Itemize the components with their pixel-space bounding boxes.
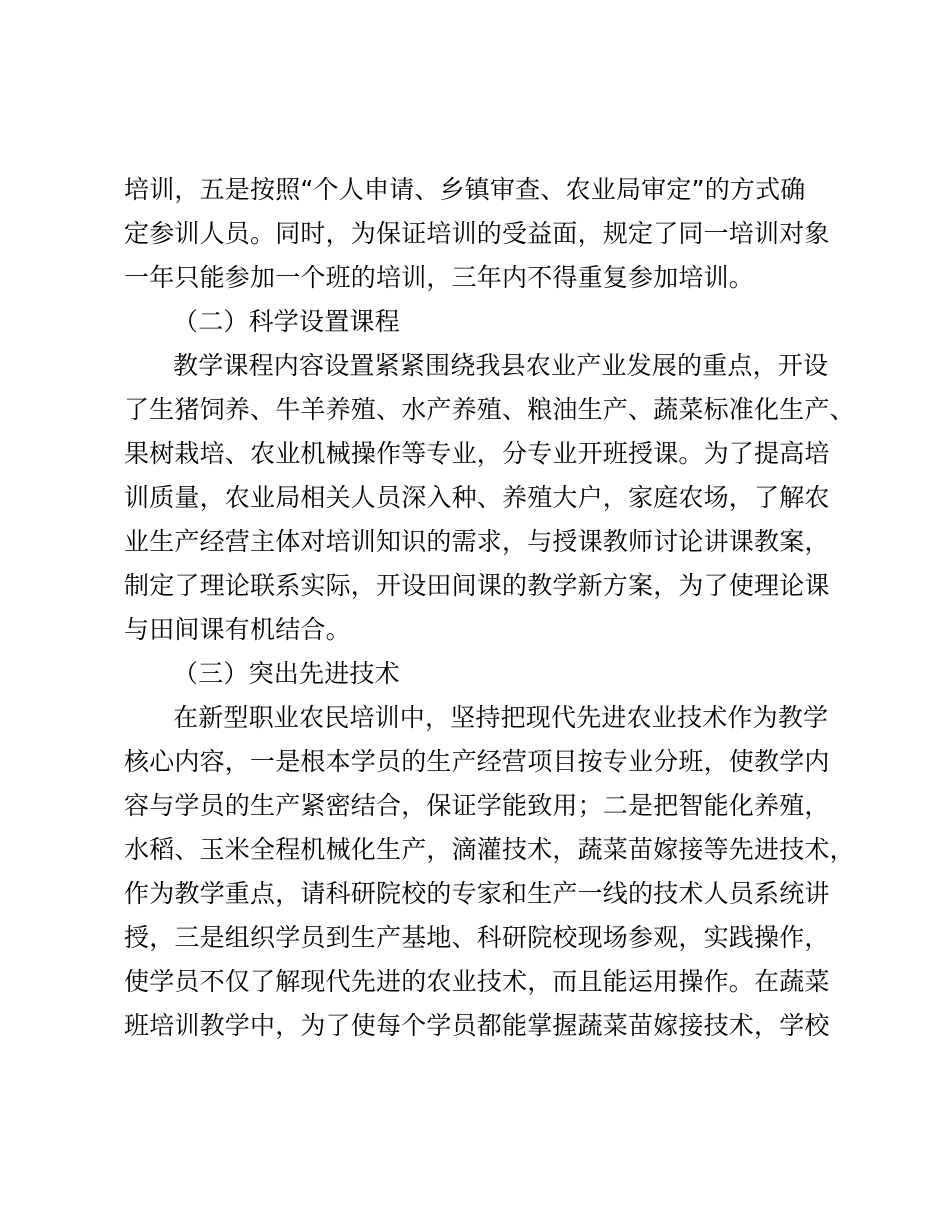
section-heading-2: （二）科学设置课程 — [173, 307, 400, 336]
section-heading-3: （三）突出先进技术 — [173, 659, 400, 688]
text-line: 训质量，农业局相关人员深入种、养殖大户，家庭农场，了解农 — [124, 483, 830, 512]
text-line: 在新型职业农民培训中，坚持把现代先进农业技术作为教学 — [173, 703, 829, 732]
text-line: 业生产经营主体对培训知识的需求，与授课教师讨论讲课教案， — [124, 527, 830, 556]
text-line: 作为教学重点，请科研院校的专家和生产一线的技术人员系统讲 — [124, 879, 830, 908]
text-line: 了生猪饲养、牛羊养殖、水产养殖、粮油生产、蔬菜标准化生产、 — [124, 395, 855, 424]
text-line: 使学员不仅了解现代先进的农业技术，而且能运用操作。在蔬菜 — [124, 967, 830, 996]
text-line: 一年只能参加一个班的培训，三年内不得重复参加培训。 — [124, 263, 755, 292]
text-line: 核心内容，一是根本学员的生产经营项目按专业分班，使教学内 — [124, 747, 830, 776]
text-line: 水稻、玉米全程机械化生产，滴灌技术，蔬菜苗嫁接等先进技术， — [124, 835, 855, 864]
text-line: 授，三是组织学员到生产基地、科研院校现场参观，实践操作， — [124, 923, 830, 952]
text-line: 与田间课有机结合。 — [124, 615, 351, 644]
text-line: 定参训人员。同时，为保证培训的受益面，规定了同一培训对象 — [124, 219, 830, 248]
text-line: 班培训教学中，为了使每个学员都能掌握蔬菜苗嫁接技术，学校 — [124, 1011, 830, 1040]
text-line: 培训，五是按照“个人申请、乡镇审查、农业局审定”的方式确 — [124, 175, 806, 204]
document-body — [124, 168, 855, 1048]
text-line: 制定了理论联系实际，开设田间课的教学新方案，为了使理论课 — [124, 571, 830, 600]
text-line: 教学课程内容设置紧紧围绕我县农业产业发展的重点，开设 — [173, 351, 829, 380]
text-line: 果树栽培、农业机械操作等专业，分专业开班授课。为了提高培 — [124, 439, 830, 468]
text-line: 容与学员的生产紧密结合，保证学能致用；二是把智能化养殖， — [124, 791, 830, 820]
